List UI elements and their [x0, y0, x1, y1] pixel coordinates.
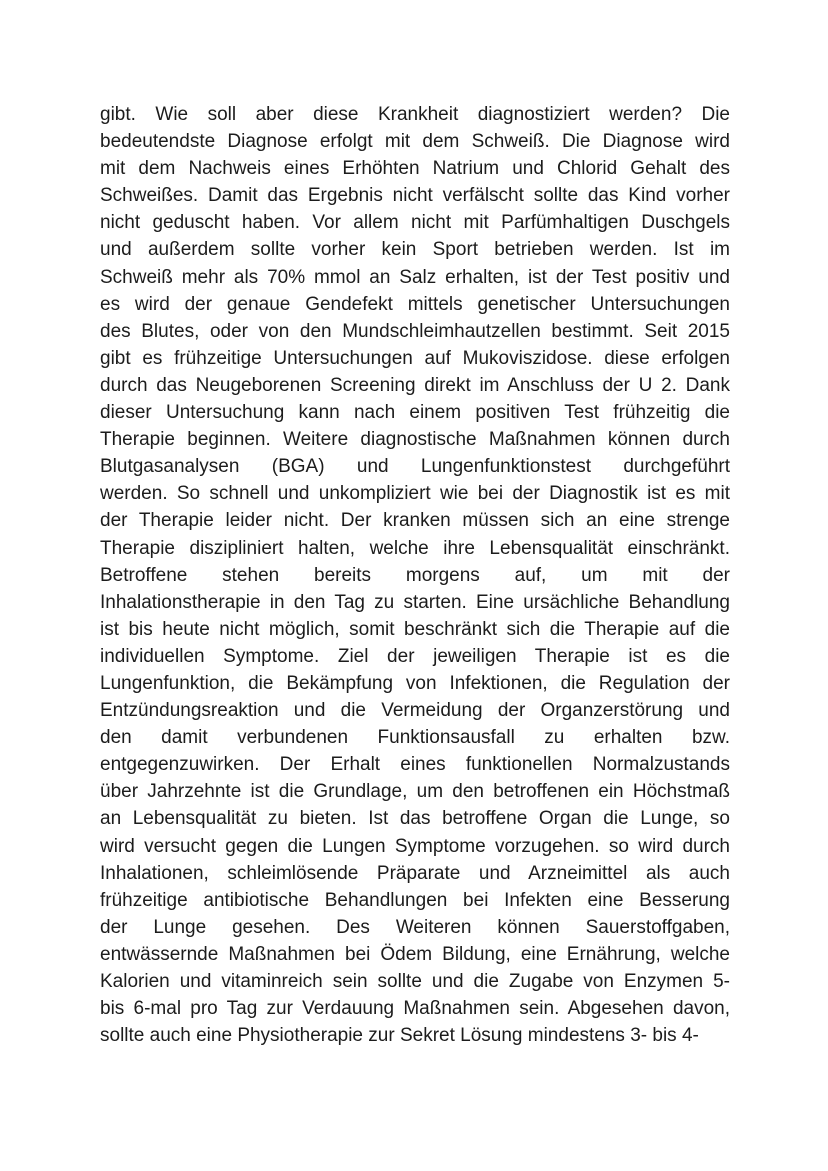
text-line: mit dem Nachweis eines Erhöhten Natrium und Chlorid Gehalt des [100, 158, 730, 180]
text-line: der Lunge gesehen. Des Weiteren können Sauerstoffgaben, [100, 916, 730, 938]
text-line: es wird der genaue Gendefekt mittels genetischer Untersuchungen [100, 293, 730, 315]
text-line: nicht geduscht haben. Vor allem nicht mit Parfümhaltigen Duschgels [100, 212, 730, 234]
text-line: wird versucht gegen die Lungen Symptome vorzugehen. so wird durch [100, 835, 730, 857]
text-line: werden. So schnell und unkompliziert wie bei der Diagnostik ist es mit [100, 483, 730, 505]
text-line: Blutgasanalysen (BGA) und Lungenfunktionstest durchgeführt [100, 456, 730, 478]
text-line: gibt es frühzeitige Untersuchungen auf Mukoviszidose. diese erfolgen [100, 347, 730, 369]
text-line: an Lebensqualität zu bieten. Ist das betroffene Organ die Lunge, so [100, 808, 730, 830]
text-line: über Jahrzehnte ist die Grundlage, um den betroffenen ein Höchstmaß [100, 781, 730, 803]
text-line: Inhalationen, schleimlösende Präparate und Arzneimittel als auch [100, 862, 730, 884]
text-line: frühzeitige antibiotische Behandlungen bei Infekten eine Besserung [100, 889, 730, 911]
text-line: Therapie diszipliniert halten, welche ihre Lebensqualität einschränkt. [100, 537, 730, 559]
text-line: Therapie beginnen. Weitere diagnostische Maßnahmen können durch [100, 429, 730, 451]
text-line: entgegenzuwirken. Der Erhalt eines funktionellen Normalzustands [100, 754, 730, 776]
text-line: Entzündungsreaktion und die Vermeidung der Organzerstörung und [100, 700, 730, 722]
text-line: Schweiß mehr als 70% mmol an Salz erhalten, ist der Test positiv und [100, 266, 730, 288]
text-line: bedeutendste Diagnose erfolgt mit dem Schweiß. Die Diagnose wird [100, 131, 730, 153]
text-line: des Blutes, oder von den Mundschleimhautzellen bestimmt. Seit 2015 [100, 320, 730, 342]
text-line: Inhalationstherapie in den Tag zu starten. Eine ursächliche Behandlung [100, 591, 730, 613]
text-line: dieser Untersuchung kann nach einem positiven Test frühzeitig die [100, 402, 730, 424]
text-line: der Therapie leider nicht. Der kranken müssen sich an eine strenge [100, 510, 730, 532]
text-line: und außerdem sollte vorher kein Sport betrieben werden. Ist im [100, 239, 730, 261]
text-line: individuellen Symptome. Ziel der jeweiligen Therapie ist es die [100, 645, 730, 667]
body-paragraph [100, 101, 730, 1049]
text-line: durch das Neugeborenen Screening direkt im Anschluss der U 2. Dank [100, 374, 730, 396]
text-line: sollte auch eine Physiotherapie zur Sekret Lösung mindestens 3- bis 4- [100, 1025, 699, 1047]
text-line: gibt. Wie soll aber diese Krankheit diagnostiziert werden? Die [100, 104, 730, 125]
text-line: Schweißes. Damit das Ergebnis nicht verfälscht sollte das Kind vorher [100, 185, 730, 207]
text-line: Lungenfunktion, die Bekämpfung von Infektionen, die Regulation der [100, 672, 730, 694]
text-line: Betroffene stehen bereits morgens auf, um mit der [100, 564, 730, 586]
text-line: ist bis heute nicht möglich, somit beschränkt sich die Therapie auf die [100, 618, 730, 640]
text-line: Kalorien und vitaminreich sein sollte und die Zugabe von Enzymen 5- [100, 971, 730, 992]
text-line: den damit verbundenen Funktionsausfall zu erhalten bzw. [100, 727, 730, 749]
text-line: bis 6-mal pro Tag zur Verdauung Maßnahmen sein. Abgesehen davon, [100, 998, 730, 1020]
text-line: entwässernde Maßnahmen bei Ödem Bildung, eine Ernährung, welche [100, 943, 730, 965]
